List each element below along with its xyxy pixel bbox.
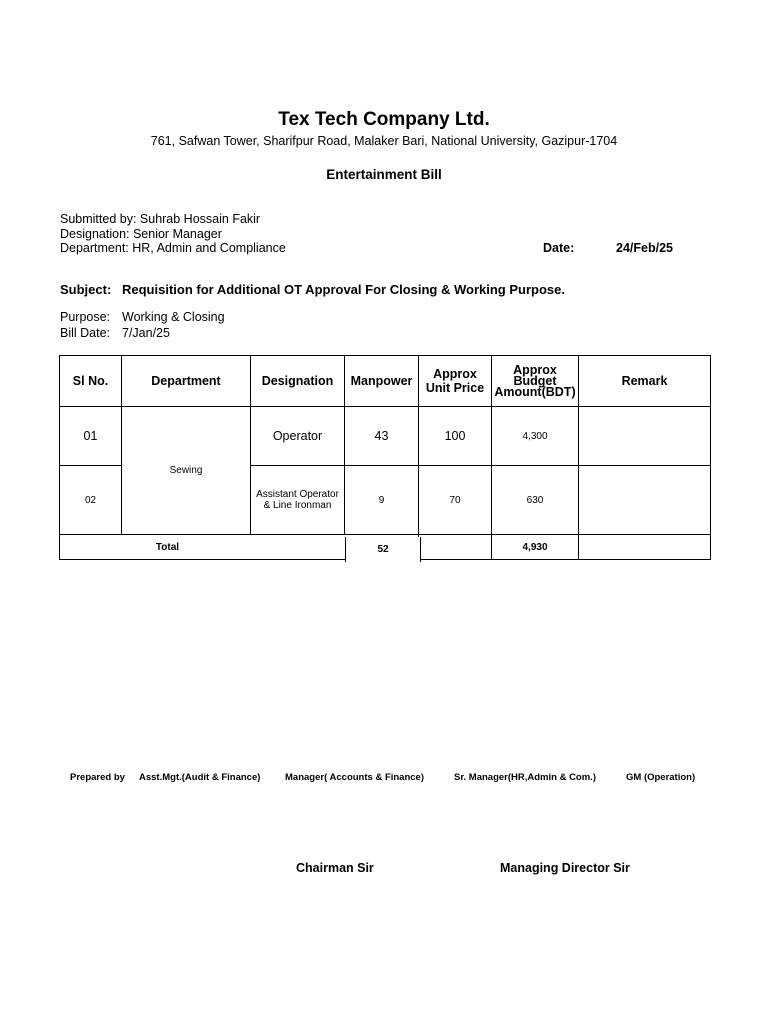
header-budget (492, 356, 579, 407)
cell-remark (579, 466, 711, 535)
bill-date-label: Bill Date: (60, 326, 111, 340)
cell-amount: 4,300 (492, 407, 579, 466)
purpose-label: Purpose: (60, 310, 111, 324)
total-label: Total (60, 535, 419, 560)
header-unit-price (419, 356, 492, 407)
designation-line1: Assistant Operator (256, 489, 339, 500)
header-unit-price-line2: Unit Price (425, 381, 485, 395)
cell-unit-price: 70 (419, 466, 492, 535)
cell-remark (579, 407, 711, 466)
submitted-by: Submitted by: Suhrab Hossain Fakir (60, 212, 261, 226)
subject-text: Requisition for Additional OT Approval For Closing & Working Purpose. (122, 282, 565, 297)
cell-manpower: 43 (345, 407, 419, 466)
sig-gm-operation: GM (Operation) (626, 772, 696, 783)
total-remark (579, 535, 711, 560)
cell-amount: 630 (492, 466, 579, 535)
table-row (60, 407, 711, 466)
company-address: 761, Safwan Tower, Sharifpur Road, Malaker Bari, National University, Gazipur-1704 (150, 134, 618, 148)
bill-table (59, 355, 711, 560)
cell-designation (251, 466, 345, 535)
cell-designation: Operator (251, 407, 345, 466)
sig-prepared-by: Prepared by (70, 772, 125, 783)
sig-sr-manager: Sr. Manager(HR,Admin & Com.) (454, 772, 596, 783)
header-department: Department (122, 356, 251, 407)
table-header-row (60, 356, 711, 407)
bill-title: Entertainment Bill (326, 167, 442, 182)
header-manpower: Manpower (345, 356, 419, 407)
department-line: Department: HR, Admin and Compliance (60, 241, 286, 255)
header-remark: Remark (579, 356, 711, 407)
cell-manpower: 9 (345, 466, 419, 535)
total-manpower: 52 (345, 537, 421, 562)
sig-managing-director: Managing Director Sir (500, 861, 630, 875)
header-budget-line2: Amount(BDT) (494, 384, 576, 399)
sig-manager-accounts: Manager( Accounts & Finance) (285, 772, 425, 783)
total-unit-price (419, 535, 492, 560)
designation-line: Designation: Senior Manager (60, 227, 222, 241)
designation-line2: & Line Ironman (263, 500, 332, 511)
subject-label: Subject: (60, 282, 112, 297)
cell-unit-price: 100 (419, 407, 492, 466)
date-value: 24/Feb/25 (616, 241, 673, 255)
sig-asst-mgt: Asst.Mgt.(Audit & Finance) (139, 772, 261, 783)
total-amount: 4,930 (492, 535, 579, 560)
cell-sl: 01 (60, 407, 122, 466)
cell-department: Sewing (122, 407, 251, 535)
header-budget-line1: Approx Budget (513, 362, 557, 388)
header-unit-price-line1: Approx (433, 367, 477, 381)
header-designation: Designation (251, 356, 345, 407)
header-sl-no: Sl No. (60, 356, 122, 407)
company-name: Tex Tech Company Ltd. (278, 109, 490, 130)
date-label: Date: (543, 241, 575, 255)
purpose-value: Working & Closing (122, 310, 225, 324)
cell-sl: 02 (60, 466, 122, 535)
sig-chairman: Chairman Sir (296, 861, 374, 875)
bill-date-value: 7/Jan/25 (122, 326, 170, 340)
